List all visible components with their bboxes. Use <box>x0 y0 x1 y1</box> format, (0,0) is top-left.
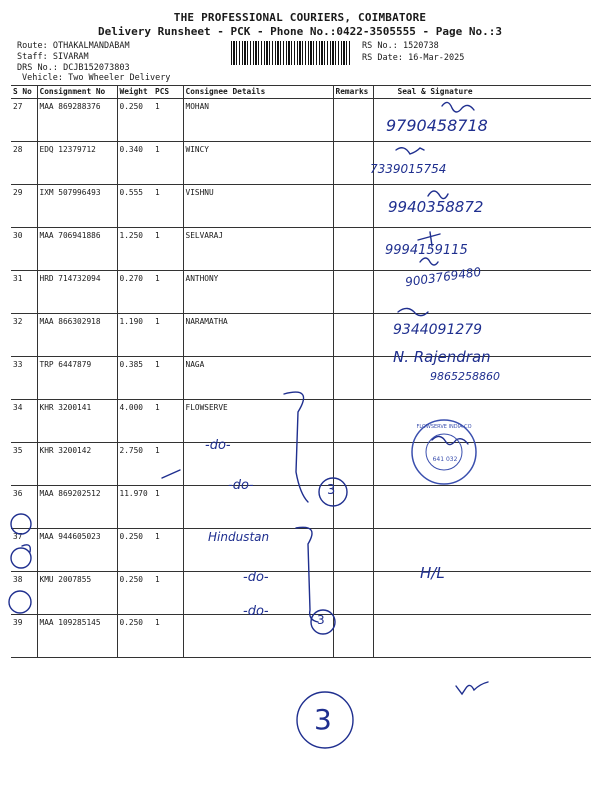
col-consignment: Consignment No <box>37 86 117 99</box>
cell-weight: 0.250 <box>117 572 153 615</box>
vehicle-label: Vehicle: <box>22 73 63 83</box>
signature-27-icon <box>442 102 474 112</box>
cell-weight: 2.750 <box>117 443 153 486</box>
cell-consignment: MAA 944605023 <box>37 529 117 572</box>
handwritten-ditto-3: -do- <box>243 570 269 585</box>
stamp-text: FLOWSERVE INDIA CO <box>416 424 472 430</box>
signature-28-icon <box>396 148 424 154</box>
cell-sno: 30 <box>11 228 37 271</box>
strike-36-icon <box>162 470 180 478</box>
cell-sno: 38 <box>11 572 37 615</box>
cell-pcs: 1 <box>153 400 183 443</box>
cell-weight: 1.190 <box>117 314 153 357</box>
cell-sno: 39 <box>11 615 37 658</box>
handwritten-initials: H/L <box>420 564 445 582</box>
cell-sno: 33 <box>11 357 37 400</box>
cell-consignment: MAA 869288376 <box>37 99 117 142</box>
cell-consignee: ANTHONY <box>183 271 333 314</box>
staff-value: SIVARAM <box>52 52 89 62</box>
cell-consignment: EDQ 12379712 <box>37 142 117 185</box>
vehicle-value: Two Wheeler Delivery <box>68 73 171 83</box>
cell-sno: 31 <box>11 271 37 314</box>
cell-consignment: MAA 869202512 <box>37 486 117 529</box>
handwritten-ditto-4: -do- <box>243 604 269 619</box>
cell-sno: 32 <box>11 314 37 357</box>
circled-number-3b: 3 <box>317 613 325 627</box>
cell-consignment: KHR 3200141 <box>37 400 117 443</box>
cell-weight: 0.250 <box>117 99 153 142</box>
rs-no-value: 1520738 <box>402 41 439 51</box>
circle-37-icon <box>11 514 31 534</box>
rs-date-label: RS Date: <box>362 53 403 63</box>
signature-32-icon <box>398 308 428 315</box>
handwritten-ditto-2: -do- <box>228 478 254 493</box>
handwritten-phone-29: 9940358872 <box>388 198 484 216</box>
cell-consignment: MAA 109285145 <box>37 615 117 658</box>
cell-consignee: VISHNU <box>183 185 333 228</box>
stamp-signature-icon <box>432 436 468 444</box>
handwritten-hindustan: Hindustan <box>208 530 270 544</box>
drs-value: DCJB152073803 <box>63 63 130 73</box>
cell-pcs: 1 <box>153 314 183 357</box>
cell-consignee: NARAMATHA <box>183 314 333 357</box>
company-title: THE PROFESSIONAL COURIERS, COIMBATORE <box>173 11 427 24</box>
cell-sno: 28 <box>11 142 37 185</box>
rs-date-value: 16-Mar-2025 <box>408 53 465 63</box>
cell-pcs: 1 <box>153 529 183 572</box>
cell-consignment: KHR 3200142 <box>37 443 117 486</box>
col-sno: S No <box>11 86 37 99</box>
cell-sno: 34 <box>11 400 37 443</box>
handwritten-phone-30: 9994159115 <box>385 243 468 258</box>
bracket-34-36-icon <box>284 392 308 502</box>
col-pcs: PCS <box>153 86 183 99</box>
cell-weight: 0.555 <box>117 185 153 228</box>
cell-consignee: NAGA <box>183 357 333 400</box>
cell-weight: 4.000 <box>117 400 153 443</box>
cell-weight: 11.970 <box>117 486 153 529</box>
cell-weight: 0.340 <box>117 142 153 185</box>
col-consignee: Consignee Details <box>183 86 333 99</box>
cell-consignee: MOHAN <box>183 99 333 142</box>
cell-consignment: KMU 2007855 <box>37 572 117 615</box>
circle-39-icon <box>9 591 31 613</box>
cell-sno: 27 <box>11 99 37 142</box>
stamp-code: 641 032 <box>432 456 458 463</box>
cell-pcs: 1 <box>153 142 183 185</box>
cell-consignee: SELVARAJ <box>183 228 333 271</box>
cell-sno: 29 <box>11 185 37 228</box>
cell-consignment: IXM 507996493 <box>37 185 117 228</box>
cell-consignment: TRP 6447879 <box>37 357 117 400</box>
cell-consignment: MAA 866302918 <box>37 314 117 357</box>
cell-pcs: 1 <box>153 99 183 142</box>
cell-pcs: 1 <box>153 443 183 486</box>
route-value: OTHAKALMANDABAM <box>52 41 130 51</box>
cell-consignee: FLOWSERVE <box>183 400 333 443</box>
cell-consignee: WINCY <box>183 142 333 185</box>
cell-pcs: 1 <box>153 228 183 271</box>
handwritten-phone-32: 9344091279 <box>393 322 483 338</box>
cell-weight: 1.250 <box>117 228 153 271</box>
circled-number-3c: 3 <box>314 703 332 736</box>
circle-38-icon <box>11 548 31 568</box>
col-remarks: Remarks <box>333 86 373 99</box>
signature-31-icon <box>420 258 438 265</box>
cell-weight: 0.270 <box>117 271 153 314</box>
bracket-37-39-icon <box>296 527 318 622</box>
cell-pcs: 1 <box>153 185 183 228</box>
circled-number-3a: 3 <box>327 483 336 498</box>
cell-weight: 0.250 <box>117 615 153 658</box>
handwritten-phone-28: 7339015754 <box>370 162 447 176</box>
cell-pcs: 1 <box>153 271 183 314</box>
handwritten-phone-27: 9790458718 <box>386 116 488 135</box>
col-seal-signature: Seal & Signature <box>373 86 591 99</box>
cell-sno: 37 <box>11 529 37 572</box>
staff-label: Staff: <box>17 52 48 62</box>
cell-sno: 36 <box>11 486 37 529</box>
cell-pcs: 1 <box>153 615 183 658</box>
col-weight: Weight <box>117 86 153 99</box>
handwritten-phone-33: 9865258860 <box>430 370 500 383</box>
cell-weight: 0.250 <box>117 529 153 572</box>
handwritten-phone-31: 9003769480 <box>404 264 482 290</box>
cell-consignment: HRD 714732094 <box>37 271 117 314</box>
cell-weight: 0.385 <box>117 357 153 400</box>
handwritten-ditto-1: -do- <box>205 438 231 453</box>
cell-pcs: 1 <box>153 572 183 615</box>
cell-consignment: MAA 706941886 <box>37 228 117 271</box>
cell-pcs: 1 <box>153 357 183 400</box>
bottom-signature-icon <box>456 682 488 694</box>
route-label: Route: <box>17 41 48 51</box>
drs-label: DRS No.: <box>17 63 58 73</box>
cell-pcs: 1 <box>153 486 183 529</box>
cell-sno: 35 <box>11 443 37 486</box>
handwritten-name-33: N. Rajendran <box>393 348 491 366</box>
runsheet-subtitle: Delivery Runsheet - PCK - Phone No.:0422-3505555 - Page No.:3 <box>98 25 502 38</box>
rs-no-label: RS No.: <box>362 41 398 51</box>
